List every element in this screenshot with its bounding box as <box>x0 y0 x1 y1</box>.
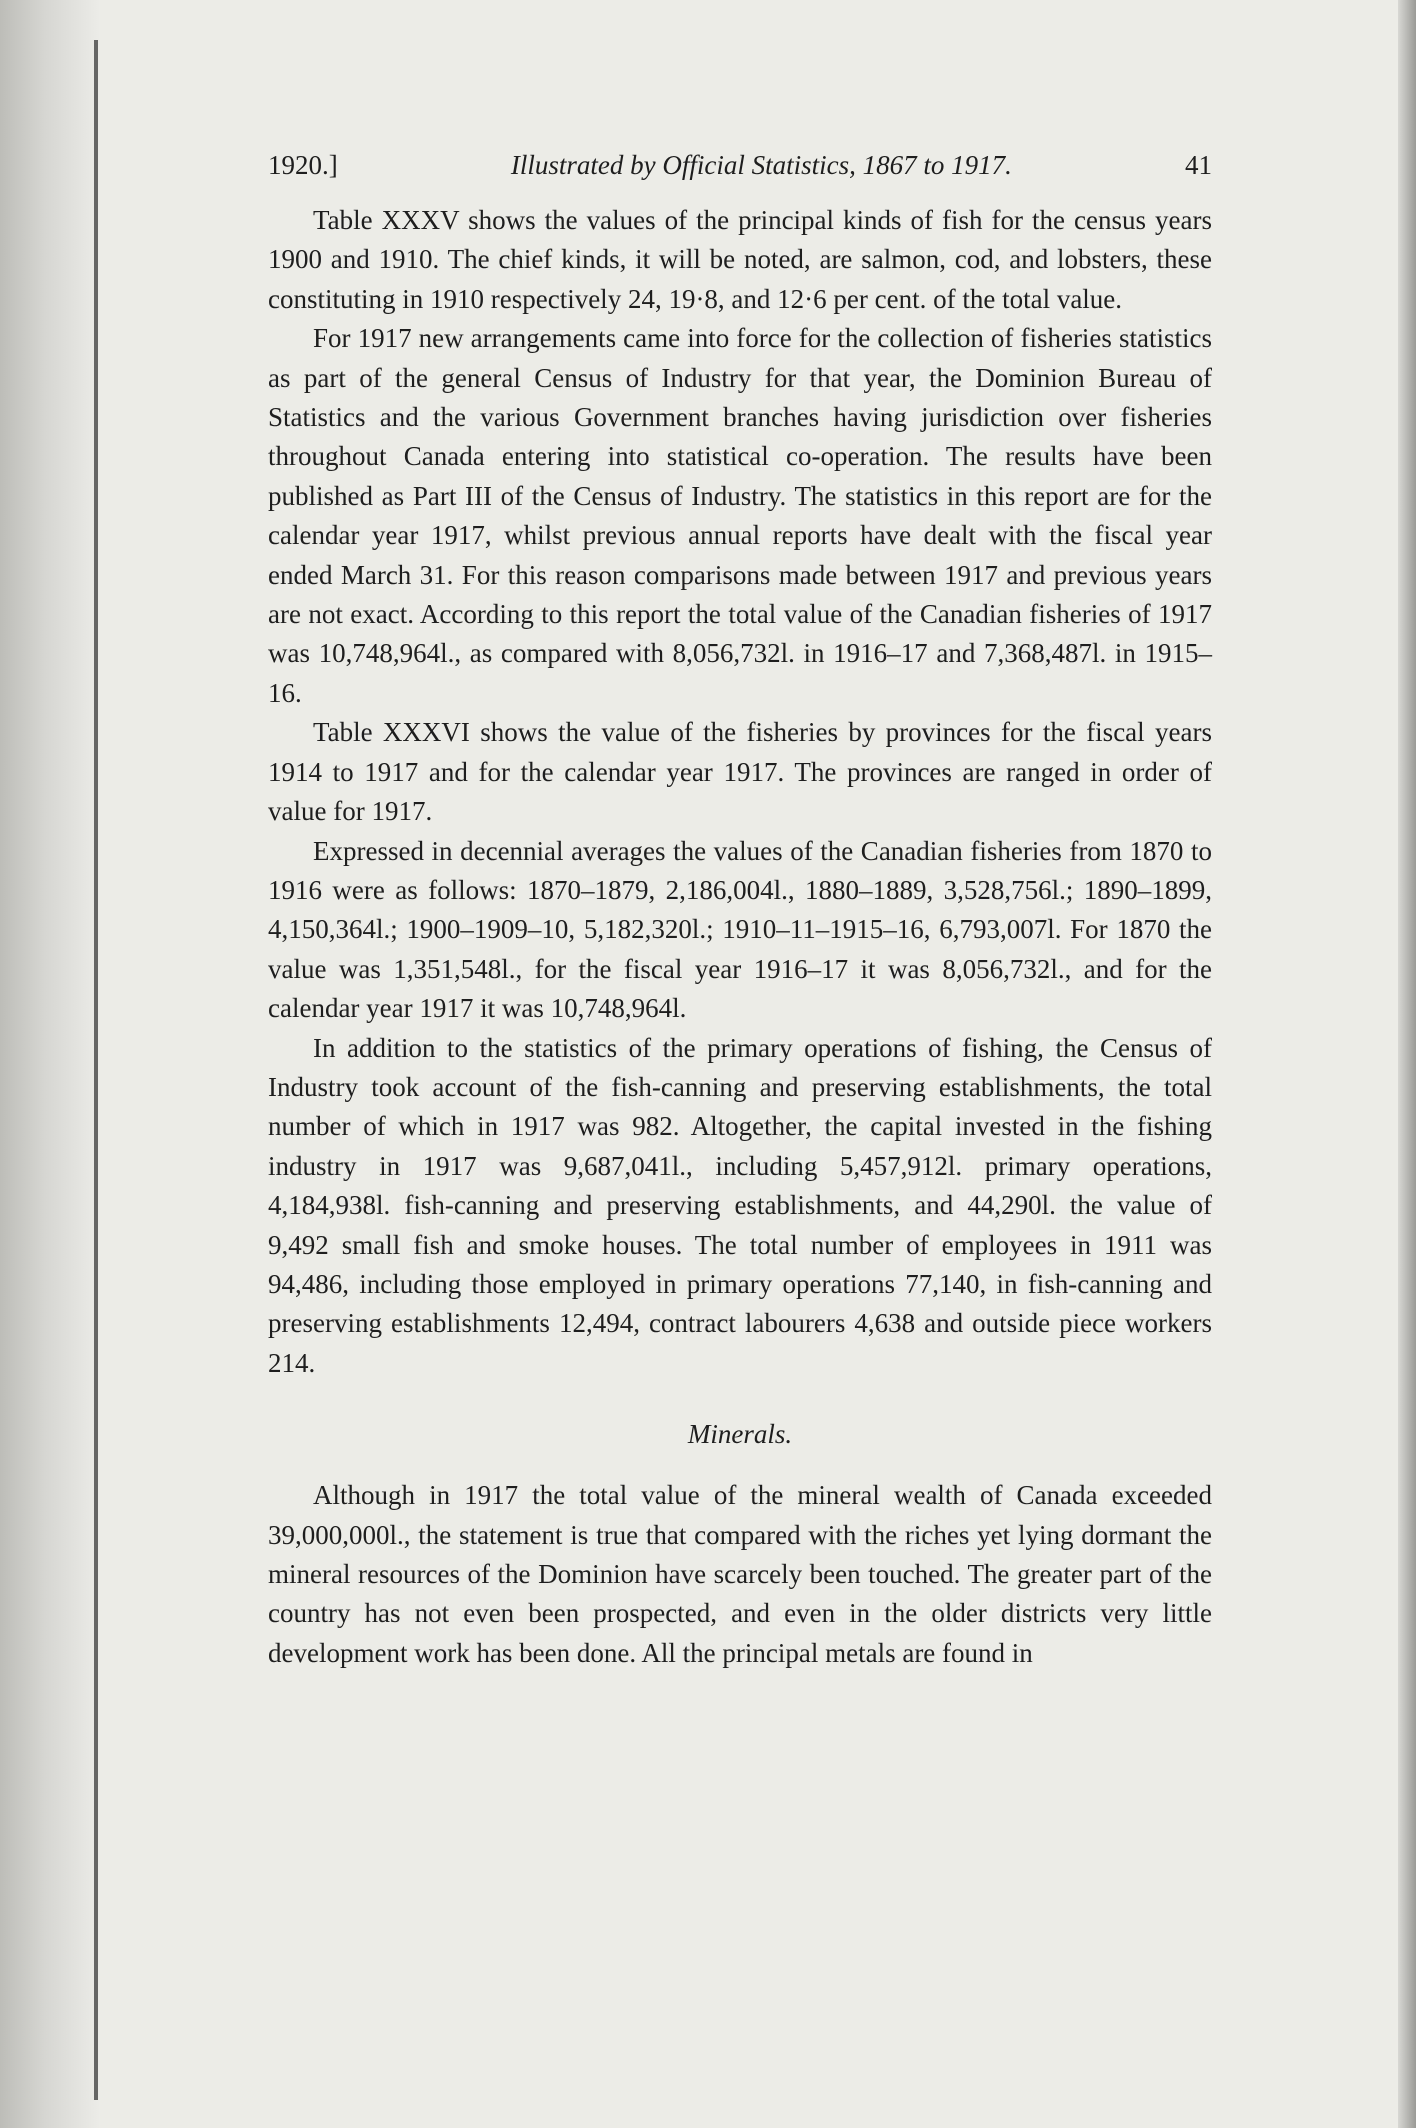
page-edge-shadow <box>1398 0 1416 2128</box>
paragraph-1917-arrangements: For 1917 new arrangements came into force for the collection of fisheries statistics as part of the general Census of Industry for that year, the Dominion Bureau of Statistics and the various Government branches having jurisdiction over fisheries throughout Canada entering into statistical co-operation. The results have been published as Part III of the Census of Industry. The statistics in this report are for the calendar year 1917, whilst previous annual reports have dealt with the fiscal year ended March 31. For this reason comparisons made between 1917 and previous years are not exact. According to this report the total value of the Canadian fisheries of 1917 was 10,748,964l., as compared with 8,056,732l. in 1916–17 and 7,368,487l. in 1915–16. <box>268 323 1212 708</box>
binding-edge <box>94 40 98 2100</box>
book-spine <box>0 0 100 2128</box>
header-title: Illustrated by Official Statistics, 1867 to 1917. <box>510 150 1012 180</box>
running-header <box>268 150 1212 181</box>
page-content <box>268 150 1212 1673</box>
header-year: 1920.] <box>268 150 338 180</box>
paragraph-table-xxxvi: Table XXXVI shows the value of the fisheries by provinces for the fiscal years 1914 to 1917 and for the calendar year 1917. The provinces are ranged in order of value for 1917. <box>268 717 1212 827</box>
paragraph-table-xxxv: Table XXXV shows the values of the principal kinds of fish for the census years 1900 and 1910. The chief kinds, it will be noted, are salmon, cod, and lobsters, these constituting in 1910 respectively 24, 19·8, and 12·6 per cent. of the total value. <box>268 205 1212 314</box>
paragraph-fish-canning: In addition to the statistics of the primary operations of fishing, the Census of Industry took account of the fish-canning and preserving establishments, the total number of which in 1917 was 982. Altogether, the capital invested in the fishing industry in 1917 was 9,687,041l., including 5,457,912l. primary operations, 4,184,938l. fish-canning and preserving establishments, and 44,290l. the value of 9,492 small fish and smoke houses. The total number of employees in 1911 was 94,486, including those employed in primary operations 77,140, in fish-canning and preserving establishments 12,494, contract labourers 4,638 and outside piece workers 214. <box>268 1032 1212 1378</box>
paragraph-decennial-averages: Expressed in decennial averages the values of the Canadian fisheries from 1870 to 1916 were as follows: 1870–1879, 2,186,004l., 1880–1889, 3,528,756l.; 1890–1899, 4,150,364l.; 1900–1909–10, 5,182,320l.; 1910–11–1915–16, 6,793,007l. For 1870 the value was 1,351,548l., for the fiscal year 1916–17 it was 8,056,732l., and for the calendar year 1917 it was 10,748,964l. <box>268 835 1212 1024</box>
section-heading-minerals: Minerals. <box>687 1419 793 1450</box>
page-number: 41 <box>1184 150 1212 180</box>
paragraph-minerals: Although in 1917 the total value of the mineral wealth of Canada exceeded 39,000,000l., the statement is true that compared with the riches yet lying dormant the mineral resources of the Dominion have scarcely been touched. The greater part of the country has not even been prospected, and even in the older districts very little development work has been done. All the principal metals are found in <box>268 1480 1212 1668</box>
